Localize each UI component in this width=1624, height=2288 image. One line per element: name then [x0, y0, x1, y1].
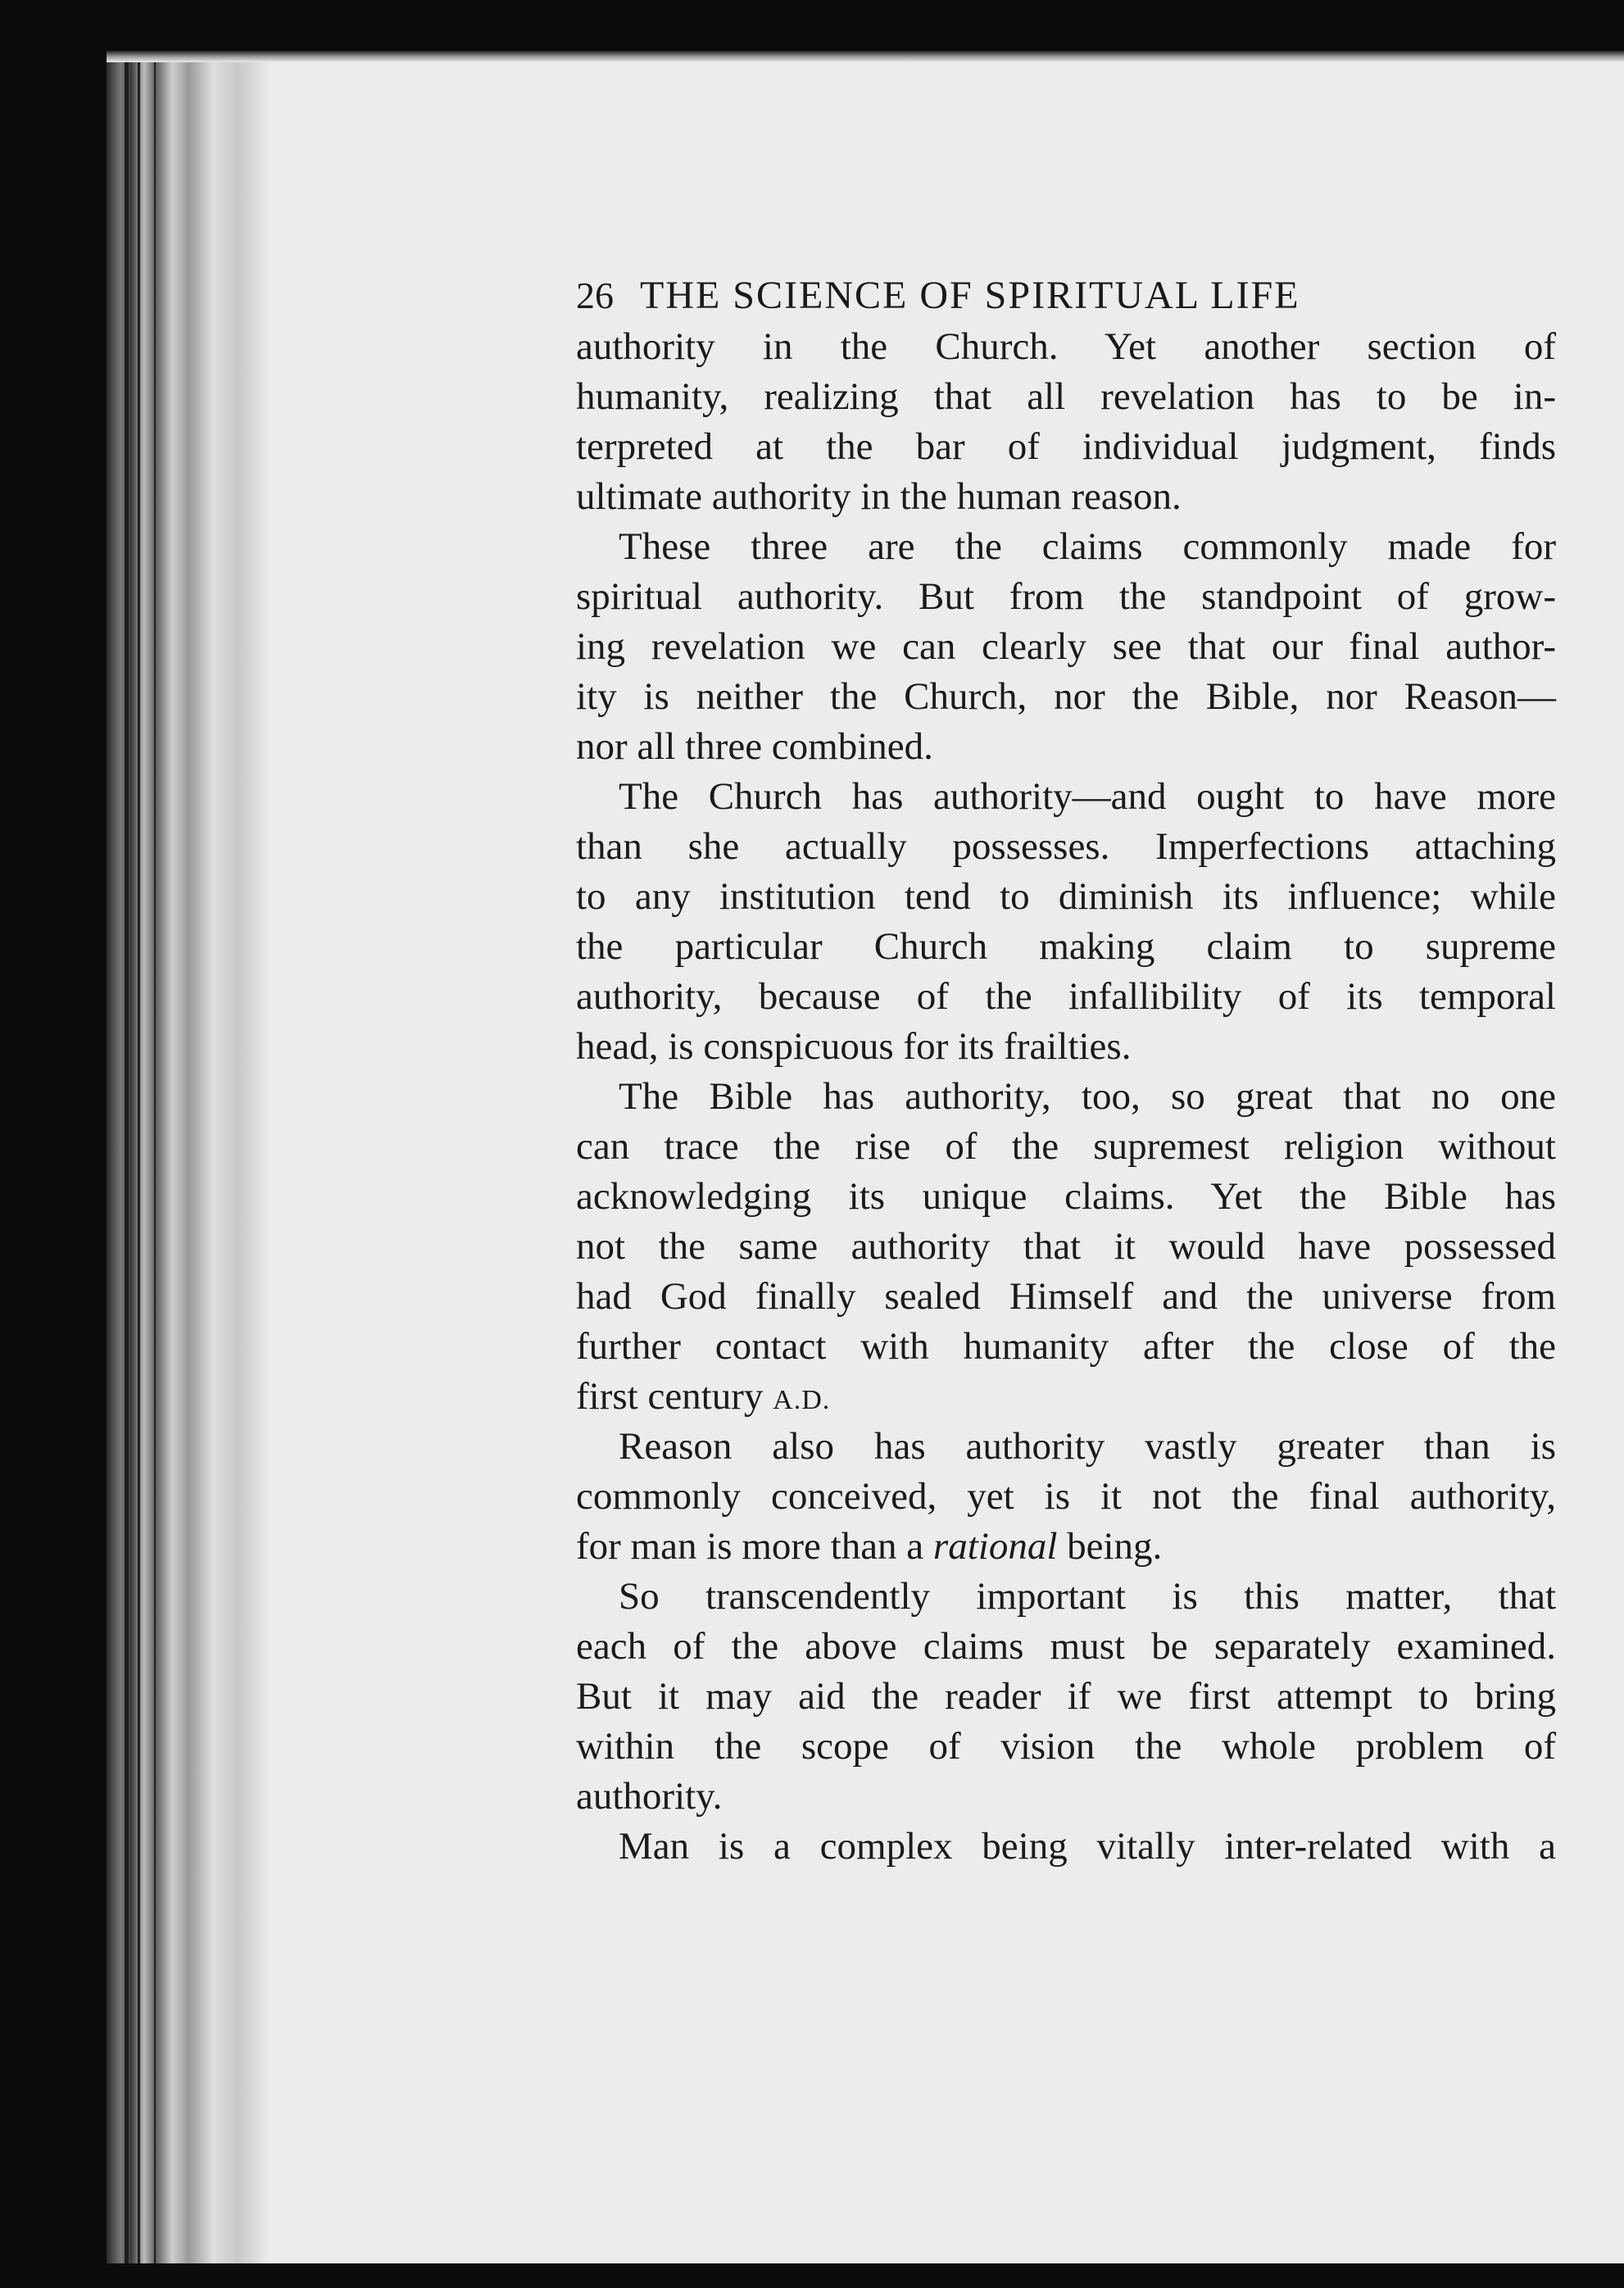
- text-line: not the same authority that it would have possessed: [576, 1225, 1556, 1268]
- book-binding-shadow: [107, 51, 270, 2263]
- text-line: had God finally sealed Himself and the universe from: [576, 1275, 1556, 1318]
- text-line: acknowledging its unique claims. Yet the Bible has: [576, 1175, 1556, 1218]
- text-line: commonly conceived, yet is it not the final authority,: [576, 1475, 1556, 1518]
- binding-edge-line: [138, 51, 140, 2263]
- binding-edge-line: [125, 51, 129, 2263]
- small-caps-era: A.D.: [773, 1385, 831, 1415]
- text-fragment: being.: [1067, 1525, 1163, 1568]
- paragraph-first-line: The Bible has authority, too, so great that no one: [619, 1075, 1556, 1118]
- binding-edge-line: [154, 51, 156, 2263]
- text-line: within the scope of vision the whole problem of: [576, 1725, 1556, 1768]
- paragraph-first-line: The Church has authority—and ought to have more: [619, 775, 1556, 818]
- book-page: [107, 51, 1624, 2263]
- text-line: ity is neither the Church, nor the Bible, nor Reason—: [576, 675, 1556, 718]
- text-line: to any institution tend to diminish its influence; while: [576, 875, 1556, 918]
- running-head: THE SCIENCE OF SPIRITUAL LIFE: [640, 274, 1300, 317]
- text-fragment: first century: [576, 1375, 764, 1418]
- paragraph-first-line: Reason also has authority vastly greater than is: [619, 1425, 1556, 1468]
- text-line: authority.: [576, 1775, 723, 1818]
- text-line: But it may aid the reader if we first attempt to bring: [576, 1675, 1556, 1718]
- text-line: can trace the rise of the supremest religion without: [576, 1125, 1556, 1168]
- text-line: authority, because of the infallibility of its temporal: [576, 975, 1556, 1018]
- text-column: [576, 270, 1556, 1872]
- text-line: than she actually possesses. Imperfections attaching: [576, 825, 1556, 868]
- page-header: [576, 270, 1556, 320]
- text-line: humanity, realizing that all revelation has to be in-: [576, 375, 1556, 418]
- text-line: [576, 1522, 1556, 1572]
- text-line: nor all three combined.: [576, 725, 933, 768]
- text-line: [576, 1372, 1556, 1422]
- text-fragment: for man is more than a: [576, 1525, 924, 1568]
- text-line: authority in the Church. Yet another section of: [576, 325, 1556, 368]
- paragraph-first-line: These three are the claims commonly made for: [619, 525, 1556, 568]
- page-top-edge: [107, 51, 1624, 62]
- text-line: ing revelation we can clearly see that our final author-: [576, 625, 1556, 668]
- text-line: ultimate authority in the human reason.: [576, 475, 1182, 518]
- text-line: the particular Church making claim to supreme: [576, 925, 1556, 968]
- page-number: 26: [576, 275, 614, 316]
- text-line: spiritual authority. But from the standpoint of grow-: [576, 575, 1556, 618]
- italic-word: rational: [932, 1525, 1058, 1568]
- text-line: terpreted at the bar of individual judgment, finds: [576, 425, 1556, 468]
- paragraph-first-line: So transcendently important is this matter, that: [619, 1575, 1556, 1618]
- text-line: further contact with humanity after the close of the: [576, 1325, 1556, 1368]
- paragraph-first-line: Man is a complex being vitally inter-related with a: [619, 1825, 1556, 1868]
- text-line: head, is conspicuous for its frailties.: [576, 1025, 1132, 1068]
- text-line: each of the above claims must be separately examined.: [576, 1625, 1556, 1668]
